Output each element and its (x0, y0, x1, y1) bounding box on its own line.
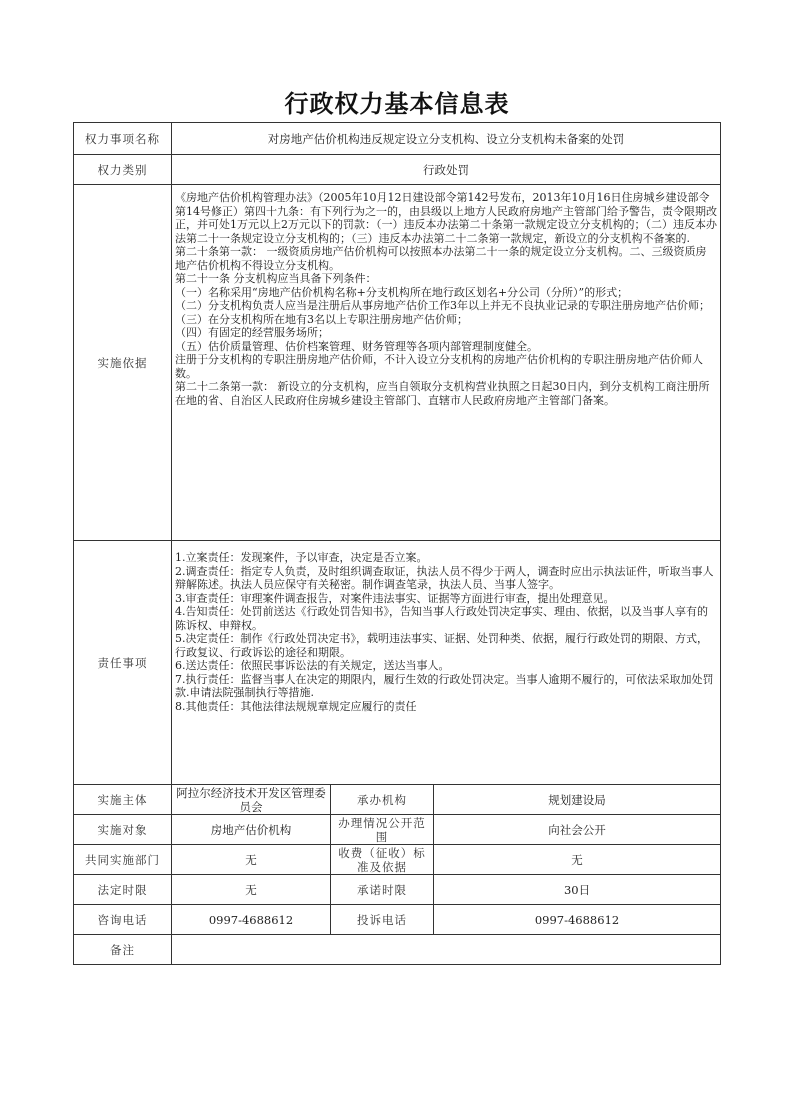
row-power-name (74, 123, 721, 155)
basis-paragraph: （三）在分支机构所在地有3名以上专职注册房地产估价师； (175, 312, 468, 326)
label-subject: 实施主体 (74, 785, 172, 815)
label-remark: 备注 (74, 935, 172, 965)
value-power-category: 行政处罚 (172, 155, 721, 185)
value-joint-department: 无 (172, 845, 331, 875)
value-disclosure-scope: 向社会公开 (434, 815, 721, 845)
responsibility-item: 5.决定责任：制作《行政处罚决定书》，载明违法事实、证据、处罚种类、依据，履行行政处罚的期限、方式，行政复议、行政诉讼的途径和期限。 (175, 632, 708, 659)
label-legal-deadline: 法定时限 (74, 875, 172, 905)
label-promised-deadline: 承诺时限 (331, 875, 434, 905)
label-responsibility: 责任事项 (74, 541, 172, 785)
value-consult-phone: 0997-4688612 (172, 905, 331, 935)
label-fee-standard: 收费（征收）标准及依据 (331, 845, 434, 875)
row-responsibility (74, 541, 721, 785)
responsibility-item: 4.告知责任：处罚前送达《行政处罚告知书》，告知当事人行政处罚决定事实、理由、依据，以及当事人享有的陈诉权、申辩权。 (175, 605, 708, 632)
row-phone (74, 905, 721, 935)
basis-paragraph: 《房地产估价机构管理办法》（2005年10月12日建设部令第142号发布，2013年10月16日住房城乡建设部令第14号修正）第四十九条：有下列行为之一的，由县级以上地方人民政府房地产主管部门给予警告，责令限期改正，并可处1万元以上2万元以下的罚款：（一）违反本办法第二十条第一款规定设立分支机构的；（二）违反本办法第二十一条规定设立分支机构的；（三）违反本办法第二十二条第一款规定，新设立的分支机构不备案的. (175, 191, 717, 245)
label-disclosure-scope: 办理情况公开范围 (331, 815, 434, 845)
row-joint-department (74, 845, 721, 875)
basis-paragraph: 第二十一条 分支机构应当具备下列条件： (175, 272, 377, 285)
value-subject: 阿拉尔经济技术开发区管理委员会 (172, 785, 331, 815)
value-promised-deadline: 30日 (434, 875, 721, 905)
label-power-name: 权力事项名称 (74, 123, 172, 155)
responsibility-item: 8.其他责任：其他法律法规规章规定应履行的责任 (175, 699, 417, 713)
row-basis (74, 185, 721, 541)
basis-paragraph: 第二十条第一款： 一级资质房地产估价机构可以按照本办法第二十一条的规定设立分支机构。二、三级资质房地产估价机构不得设立分支机构。 (175, 245, 707, 272)
label-handling-agency: 承办机构 (331, 785, 434, 815)
label-consult-phone: 咨询电话 (74, 905, 172, 935)
basis-paragraph: （二）分支机构负责人应当是注册后从事房地产估价工作3年以上并无不良执业记录的专职注册房地产估价师； (175, 299, 710, 312)
row-remark (74, 935, 721, 965)
value-basis (172, 185, 721, 541)
responsibility-item: 6.送达责任：依照民事诉讼法的有关规定，送达当事人。 (175, 659, 450, 672)
page-title: 行政权力基本信息表 (284, 89, 510, 118)
responsibility-item: 7.执行责任：监督当事人在决定的期限内，履行生效的行政处罚决定。当事人逾期不履行的，可依法采取加处罚款.申请法院强制执行等措施. (175, 672, 714, 699)
responsibility-item: 2.调查责任：指定专人负责，及时组织调查取证，执法人员不得少于两人，调查时应出示执法证件，听取当事人辩解陈述。执法人员应保守有关秘密。制作调查笔录，执法人员、当事人签字。 (175, 564, 714, 591)
row-power-category (74, 155, 721, 185)
basis-paragraph: 注册于分支机构的专职注册房地产估价师，不计入设立分支机构的房地产估价机构的专职注册房地产估价师人数。 (175, 353, 703, 380)
label-complaint-phone: 投诉电话 (331, 905, 434, 935)
value-complaint-phone: 0997-4688612 (434, 905, 721, 935)
basis-paragraph: （一）名称采用“房地产估价机构名称+分支机构所在地行政区划名+分公司（分所）”的形式； (175, 285, 629, 299)
responsibility-item: 1.立案责任：发现案件，予以审查，决定是否立案。 (175, 551, 428, 564)
value-fee-standard: 无 (434, 845, 721, 875)
row-subject (74, 785, 721, 815)
row-deadline (74, 875, 721, 905)
value-remark (172, 935, 721, 965)
basis-paragraph: （五）估价质量管理、估价档案管理、财务管理等各项内部管理制度健全。 (175, 339, 538, 353)
info-table (73, 122, 721, 965)
label-basis: 实施依据 (74, 185, 172, 541)
value-legal-deadline: 无 (172, 875, 331, 905)
label-joint-department: 共同实施部门 (74, 845, 172, 875)
responsibility-item: 3.审查责任：审理案件调查报告，对案件违法事实、证据等方面进行审查，提出处理意见。 (175, 591, 615, 605)
basis-paragraph: 第二十二条第一款： 新设立的分支机构，应当自领取分支机构营业执照之日起30日内，到分支机构工商注册所在地的省、自治区人民政府住房城乡建设主管部门、直辖市人民政府房地产主管部门备案。 (175, 380, 710, 407)
value-responsibility (172, 541, 721, 785)
label-power-category: 权力类别 (74, 155, 172, 185)
value-handling-agency: 规划建设局 (434, 785, 721, 815)
value-power-name: 对房地产估价机构违反规定设立分支机构、设立分支机构未备案的处罚 (172, 123, 721, 155)
basis-paragraph: （四）有固定的经营服务场所； (175, 326, 329, 339)
label-target: 实施对象 (74, 815, 172, 845)
row-target (74, 815, 721, 845)
value-target: 房地产估价机构 (172, 815, 331, 845)
